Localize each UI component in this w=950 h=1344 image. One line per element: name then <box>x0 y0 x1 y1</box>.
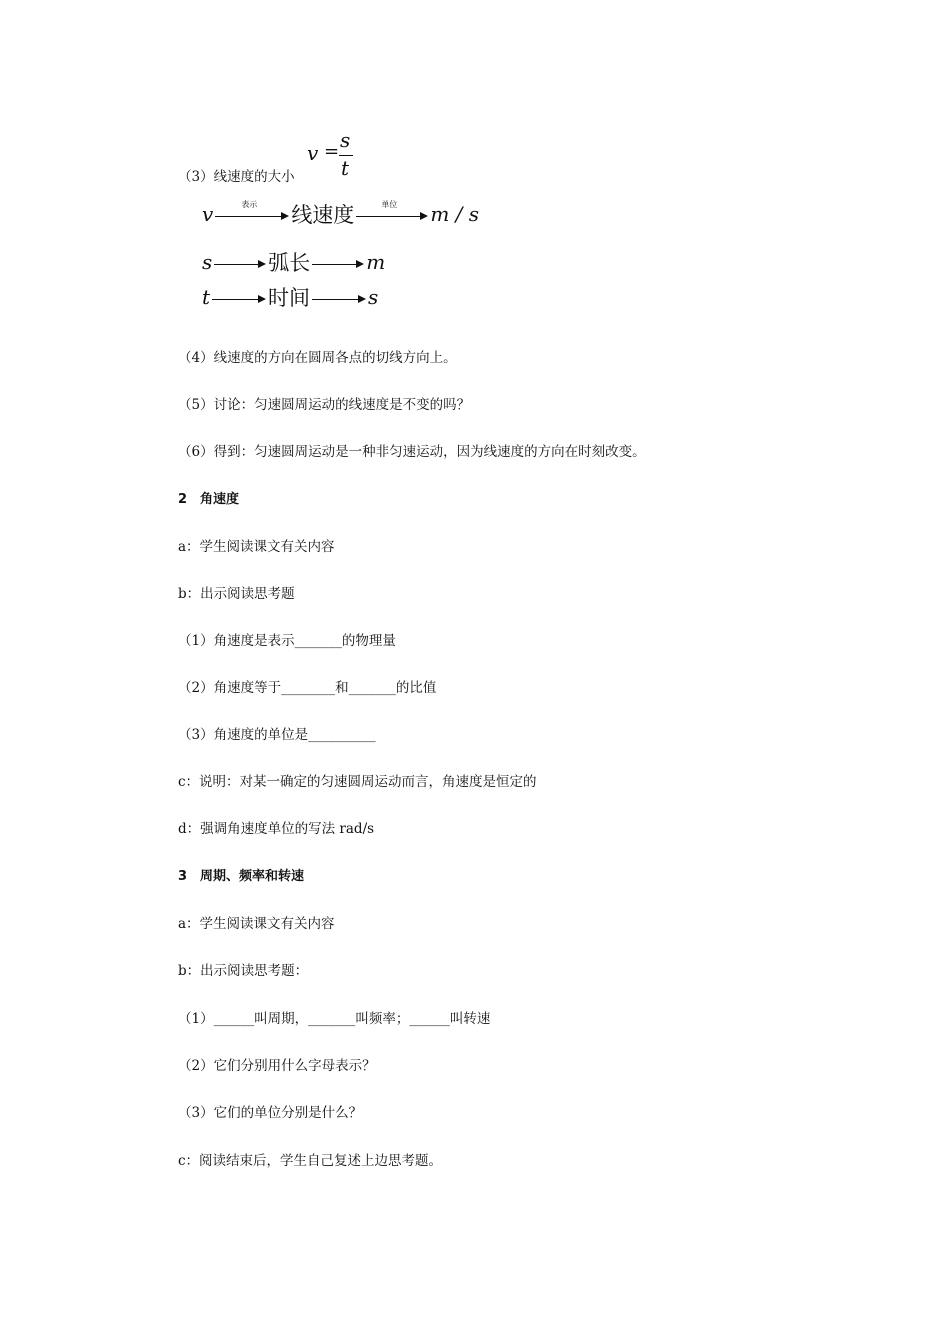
item-6-conclusion: （6）得到：匀速圆周运动是一种非匀速运动，因为线速度的方向在时刻改变。 <box>178 444 646 460</box>
arrow-icon <box>215 200 289 221</box>
formula-v: v <box>307 141 319 165</box>
velocity-formula <box>307 128 367 182</box>
arrow-label: 单位 <box>381 200 398 209</box>
section-heading-period-frequency: 3 周期、频率和转速 <box>178 869 305 884</box>
question-1: （1）角速度是表示_______的物理量 <box>178 633 396 649</box>
arrow-icon <box>212 290 266 304</box>
chain-time <box>202 283 378 311</box>
step-c-explanation: c：说明：对某一确定的匀速圆周运动而言，角速度是恒定的 <box>178 774 537 790</box>
chain-unit: m <box>366 250 386 274</box>
chain-unit: s <box>368 285 379 309</box>
question-3: （3）它们的单位分别是什么？ <box>178 1105 363 1121</box>
chain-symbol: s <box>202 250 213 274</box>
arrow-icon <box>214 255 266 269</box>
step-a-reading: a：学生阅读课文有关内容 <box>178 539 335 555</box>
chain-quantity: 弧长 <box>268 251 311 275</box>
item-3-line-speed-magnitude: （3）线速度的大小 <box>178 169 295 185</box>
formula-denominator: t <box>341 156 350 180</box>
question-2: （2）它们分别用什么字母表示？ <box>178 1058 376 1074</box>
chain-quantity: 线速度 <box>291 203 355 227</box>
question-1: （1）______叫周期，_______叫频率；______叫转速 <box>178 1011 491 1027</box>
question-3: （3）角速度的单位是__________ <box>178 727 376 743</box>
chain-symbol: t <box>202 285 211 309</box>
formula-numerator: s <box>340 128 351 152</box>
item-4-direction: （4）线速度的方向在圆周各点的切线方向上。 <box>178 350 457 366</box>
chain-velocity <box>202 200 479 228</box>
step-a-reading: a：学生阅读课文有关内容 <box>178 916 335 932</box>
step-b-questions: b：出示阅读思考题 <box>178 586 295 602</box>
chain-arc-length <box>202 248 385 276</box>
chain-symbol: v <box>202 202 214 226</box>
arrow-label: 表示 <box>241 200 258 209</box>
arrow-icon <box>312 255 364 269</box>
chain-quantity: 时间 <box>268 286 311 310</box>
formula-equals: = <box>324 141 340 162</box>
step-b-questions: b：出示阅读思考题： <box>178 963 309 979</box>
arrow-icon <box>356 200 428 221</box>
section-heading-angular-velocity: 2 角速度 <box>178 492 240 507</box>
question-2: （2）角速度等于________和_______的比值 <box>178 680 437 696</box>
item-5-discussion: （5）讨论：匀速圆周运动的线速度是不变的吗？ <box>178 397 471 413</box>
step-d-emphasis: d：强调角速度单位的写法 rad/s <box>178 821 375 837</box>
arrow-icon <box>312 290 366 304</box>
step-c-recap: c：阅读结束后，学生自己复述上边思考题。 <box>178 1153 443 1169</box>
chain-unit: m / s <box>430 202 479 226</box>
